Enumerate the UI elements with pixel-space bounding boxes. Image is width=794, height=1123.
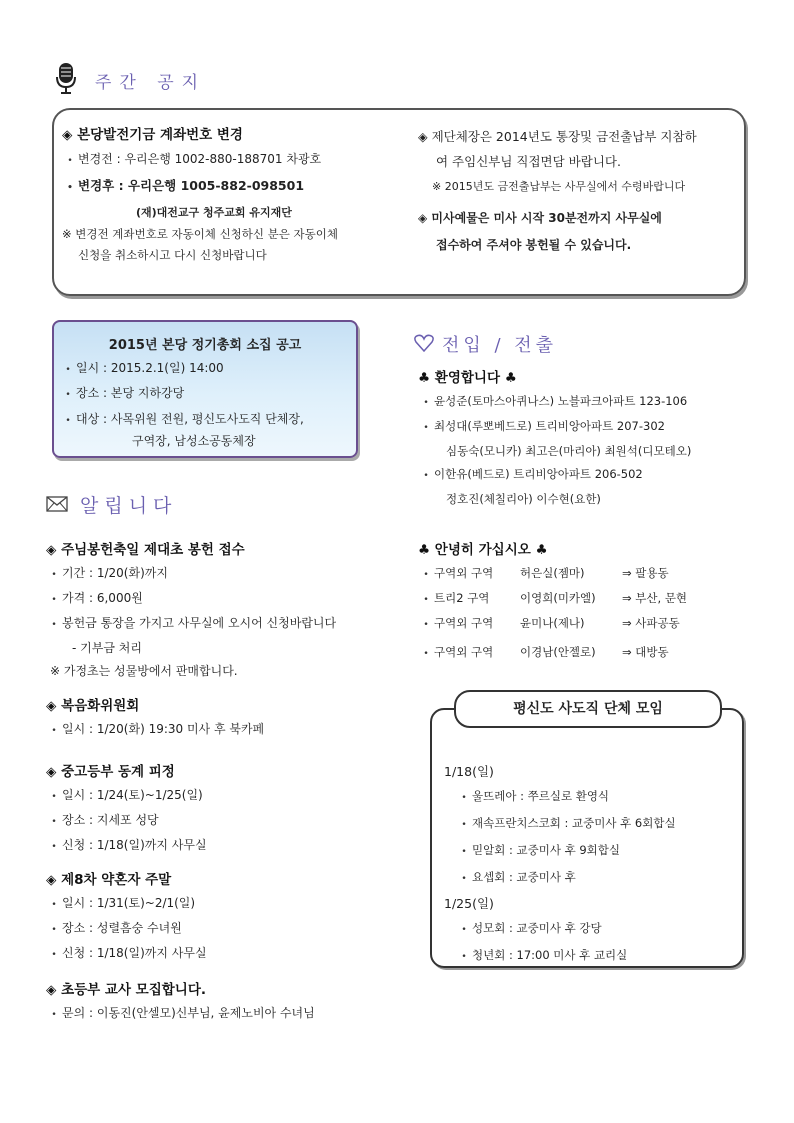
microphone-icon [55, 62, 77, 94]
transfers-header [414, 328, 634, 360]
announcement-sub: - 기부금 처리 [72, 641, 142, 655]
general-assembly-place: • 장소 : 본당 지하강당 [65, 386, 185, 400]
general-assembly-date: • 일시 : 2015.2.1(일) 14:00 [65, 361, 224, 375]
announcement-line: • 봉헌금 통장을 가지고 사무실에 오시어 신청바랍니다 [51, 616, 337, 630]
announcement-heading: ◈ 초등부 교사 모집합니다. [46, 982, 207, 998]
welcome-item: 정호진(체칠리아) 이수현(요한) [446, 492, 601, 506]
welcome-item: • 윤성준(토마스아퀴나스) 노블파크아파트 123-106 [423, 394, 688, 408]
welcome-item: 심동숙(모니카) 최고은(마리아) 최원석(디모테오) [446, 444, 692, 458]
announcement-line: • 기간 : 1/20(화)까지 [51, 566, 168, 580]
meetings-content [444, 760, 740, 970]
envelope-icon [46, 496, 68, 512]
announcements-header [46, 488, 286, 520]
notice-left-heading: ◈ 본당발전기금 계좌번호 변경 [62, 127, 243, 143]
general-assembly-target-2: 구역장, 남성소공동체장 [132, 434, 256, 448]
announcement-heading: ◈ 중고등부 동계 피정 [46, 764, 175, 780]
welcome-item: • 이한유(베드로) 트리비앙아파트 206-502 [423, 467, 643, 481]
announcement-line: • 신청 : 1/18(일)까지 사무실 [51, 946, 207, 960]
announcement-line: • 일시 : 1/24(토)~1/25(일) [51, 788, 203, 802]
meetings-title: 평신도 사도직 단체 모임 [454, 690, 722, 728]
announcement-section-3 [46, 760, 426, 859]
heart-icon [414, 334, 434, 352]
notice-right-column [418, 124, 742, 258]
announcement-section-4 [46, 868, 426, 967]
farewell-row: • 트리2 구역 이영희(미카엘) ⇒ 부산, 문현 [423, 591, 688, 605]
announcement-section-5 [46, 978, 426, 1027]
announcement-line: • 장소 : 지세포 성당 [51, 813, 159, 827]
announcement-line: • 가격 : 6,000원 [51, 591, 143, 605]
account-before: • 변경전 : 우리은행 1002-880-188701 차광호 [67, 152, 322, 166]
farewell-section [418, 538, 758, 666]
announcement-line: • 문의 : 이동진(안셀모)신부님, 윤제노비아 수녀님 [51, 1006, 315, 1020]
meeting-item: • 성모회 : 교중미사 후 강당 [461, 921, 602, 935]
account-after: • 변경후 : 우리은행 1005-882-098501 [67, 178, 305, 193]
notice-left-note-1: ※ 변경전 계좌번호로 자동이체 신청하신 분은 자동이체 [62, 227, 338, 241]
farewell-row: • 구역외 구역 허은실(젬마) ⇒ 팔용동 [423, 566, 669, 580]
weekly-notice-header [55, 62, 255, 98]
notice-left-note-2: 신청을 취소하시고 다시 신청바랍니다 [78, 248, 267, 262]
announcement-heading: ◈ 제8차 약혼자 주말 [46, 872, 172, 888]
meeting-item: • 요셉회 : 교중미사 후 [461, 870, 576, 884]
meeting-day: 1/18(일) [444, 764, 494, 779]
announcement-line: • 신청 : 1/18(일)까지 사무실 [51, 838, 207, 852]
announcement-heading: ◈ 복음화위원회 [46, 698, 140, 714]
general-assembly-title: 2015년 본당 정기총회 소집 공고 [108, 338, 302, 353]
general-assembly-box [52, 320, 358, 458]
announcement-section-2 [46, 694, 426, 743]
farewell-heading: ♣ 안녕히 가십시오 ♣ [418, 542, 548, 558]
notice-left-column [62, 122, 402, 266]
meeting-item: • 청년회 : 17:00 미사 후 교리실 [461, 948, 628, 962]
notice-right-item1-note: ※ 2015년도 금전출납부는 사무실에서 수령바랍니다 [432, 180, 686, 193]
announcement-note: ※ 가정초는 성물방에서 판매합니다. [50, 664, 238, 678]
announcement-line: • 장소 : 성렬흠숭 수녀원 [51, 921, 182, 935]
notice-right-item2-line2: 접수하여 주셔야 봉헌될 수 있습니다. [436, 238, 632, 252]
welcome-heading: ♣ 환영합니다 ♣ [418, 370, 517, 386]
meeting-item: • 재속프란치스코회 : 교중미사 후 6회합실 [461, 816, 676, 830]
notice-right-item1-line2: 여 주임신부님 직접면담 바랍니다. [436, 154, 621, 169]
weekly-notice-title: 주간 공지 [95, 73, 207, 93]
announcement-section-1 [46, 538, 426, 683]
announcement-line: • 일시 : 1/31(토)~2/1(일) [51, 896, 196, 910]
farewell-row: • 구역외 구역 이경남(안젤로) ⇒ 대방동 [423, 645, 669, 659]
welcome-item: • 최성대(루뽀베드로) 트리비앙아파트 207-302 [423, 419, 665, 433]
announcements-title: 알립니다 [80, 495, 178, 517]
meeting-item: • 울뜨레아 : 쭈르실로 환영식 [461, 789, 610, 803]
meeting-day: 1/25(일) [444, 896, 494, 911]
welcome-section [418, 366, 758, 511]
transfers-title: 전입 / 전출 [442, 335, 558, 356]
general-assembly-target: • 대상 : 사목위원 전원, 평신도사도직 단체장, [65, 412, 304, 426]
notice-right-item2-line1: ◈ 미사예물은 미사 시작 30분전까지 사무실에 [418, 211, 662, 225]
announcement-heading: ◈ 주님봉헌축일 제대초 봉헌 접수 [46, 542, 245, 558]
announcement-line: • 일시 : 1/20(화) 19:30 미사 후 북카페 [51, 722, 265, 736]
account-holder: (재)대전교구 청주교회 유지재단 [136, 206, 292, 219]
notice-right-item1-line1: ◈ 제단체장은 2014년도 통장및 금전출납부 지참하 [418, 129, 697, 144]
meeting-item: • 믿알회 : 교중미사 후 9회합실 [461, 843, 621, 857]
farewell-row: • 구역외 구역 윤미나(제나) ⇒ 사파공동 [423, 616, 680, 630]
